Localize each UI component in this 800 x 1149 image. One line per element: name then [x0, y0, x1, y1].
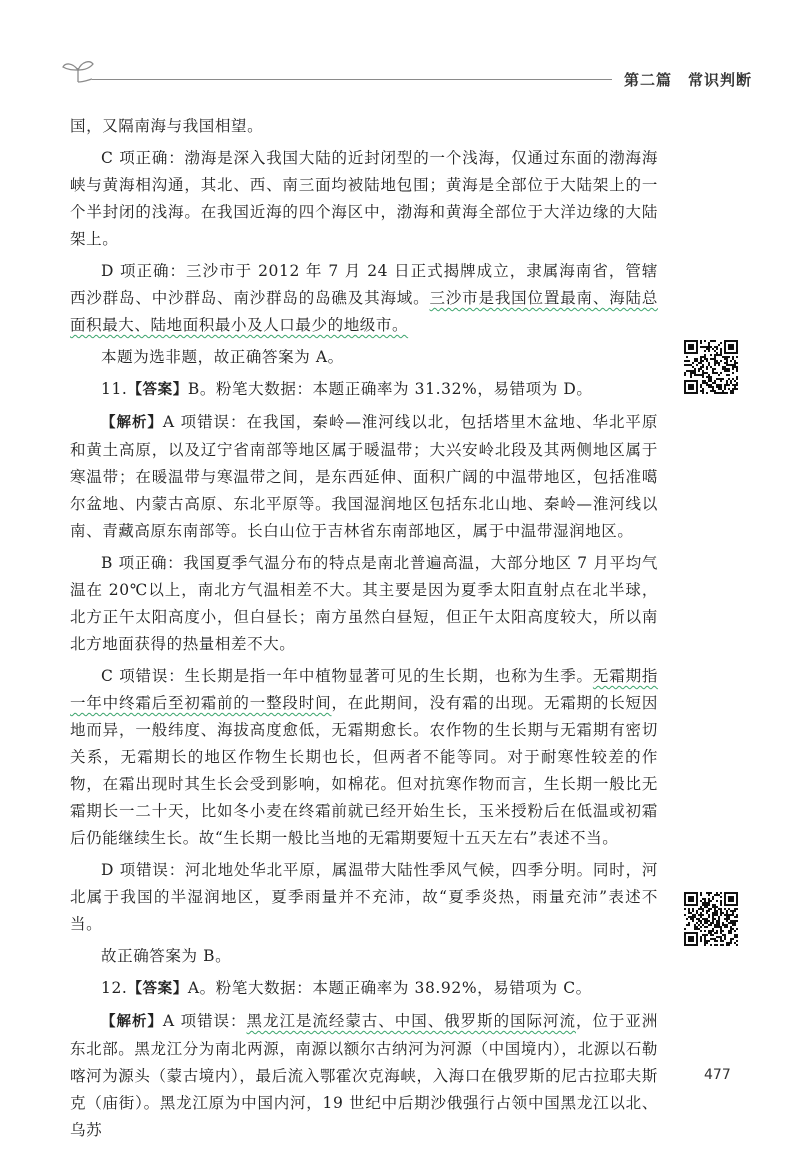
- text-segment: ，在此期间，没有霜的出现。无霜期的长短因地而异，一般纬度、海拔高度愈低，无霜期愈长。农作物的生长期与无霜期有密切关系，无霜期长的地区作物生长期也长，但两者不能等同。对于耐寒性较差的作物，在霜出现时其生长会受到影响，如棉花。但对抗寒作物而言，生长期一般比无霜期长一二十天，比如冬小麦在终霜前就已经开始生长，玉米授粉后在低温或初霜后仍能继续生长。故“生长期一般比当地的无霜期要短十五天左右”表述不当。: [70, 694, 658, 847]
- paragraph: [70, 663, 658, 852]
- text-segment: 国，又隔南海与我国相望。: [70, 117, 264, 135]
- paragraph: [70, 943, 658, 970]
- label-bracket: 【答案】: [127, 382, 188, 398]
- paragraph: [70, 975, 658, 1003]
- article-body: [70, 113, 658, 1149]
- header-rule: [92, 79, 612, 80]
- paragraph: [70, 344, 658, 371]
- highlighted-text: 黑龙江是流经蒙古、中国、俄罗斯的国际河流: [246, 1012, 576, 1030]
- page-number: 477: [704, 1067, 731, 1083]
- text-segment: B 项正确：我国夏季气温分布的特点是南北普遍高温，大部分地区 7 月平均气温在 20℃以上，南北方气温相差不大。其主要是因为夏季太阳直射点在北半球，北方正午太阳高度小，但白昼长；南方虽然白昼短，但正午太阳高度较大，所以南北方地面获得的热量相差不大。: [70, 554, 658, 653]
- sprout-icon: [60, 58, 96, 84]
- text-segment: C 项正确：渤海是深入我国大陆的近封闭型的一个浅海，仅通过东面的渤海海峡与黄海相沟通，其北、西、南三面均被陆地包围；黄海是全部位于大陆架上的一个半封闭的浅海。在我国近海的四个海区中，渤海和黄海全部位于大洋边缘的大陆架上。: [70, 149, 658, 248]
- text-segment: B。粉笔大数据：本题正确率为 31.32%，易错项为 D。: [187, 380, 593, 398]
- text-segment: 11.: [101, 380, 128, 398]
- paragraph: [70, 258, 658, 339]
- highlighted-text: 三沙市是我国位置最南、海陆总面积最大、陆地面积最小及人口最少的地级市。: [70, 289, 659, 334]
- text-segment: A 项错误：: [162, 1012, 247, 1030]
- section-title: 第二篇 常识判断: [624, 71, 753, 89]
- text-segment: D 项错误：河北地处华北平原，属温带大陆性季风气候，四季分明。同时，河北属于我国的半湿润地区，夏季雨量并不充沛，故“夏季炎热，雨量充沛”表述不当。: [70, 861, 658, 933]
- paragraph: [70, 857, 658, 938]
- qr-code-icon[interactable]: [684, 892, 738, 946]
- text-segment: 12.: [101, 979, 128, 997]
- paragraph: [70, 409, 658, 545]
- text-segment: A。粉笔大数据：本题正确率为 38.92%，易错项为 C。: [187, 979, 592, 997]
- qr-code-icon[interactable]: [684, 340, 738, 394]
- text-segment: C 项错误：生长期是指一年中植物显著可见的生长期，也称为生季。: [101, 667, 593, 685]
- text-segment: 故正确答案为 B。: [101, 947, 232, 965]
- label-bracket: 【解析】: [101, 1014, 163, 1030]
- label-bracket: 【解析】: [101, 415, 163, 431]
- text-segment: ，位于亚洲东北部。黑龙江分为南北两源，南源以额尔古纳河为河源（中国境内），北源以石勒喀河为源头（蒙古境内），最后流入鄂霍次克海峡，入海口在俄罗斯的尼古拉耶夫斯克（庙街）。黑龙江原为中国内河，19 世纪中后期沙俄强行占领中国黑龙江以北、乌苏: [70, 1012, 658, 1139]
- text-segment: A 项错误：在我国，秦岭—淮河线以北，包括塔里木盆地、华北平原和黄土高原，以及辽宁省南部等地区属于暖温带；大兴安岭北段及其两侧地区属于寒温带；在暖温带与寒温带之间，是东西延伸、面积广阔的中温带地区，包括准噶尔盆地、内蒙古高原、东北平原等。我国湿润地区包括东北山地、秦岭—淮河线以南、青藏高原东南部等。长白山位于吉林省东南部地区，属于中温带湿润地区。: [70, 413, 658, 540]
- highlighted-text: 无霜期指一年中终霜后至初霜前的一整段时间: [70, 667, 659, 712]
- text-segment: 本题为选非题，故正确答案为 A。: [101, 348, 344, 366]
- paragraph: [70, 145, 658, 253]
- paragraph: [70, 550, 658, 658]
- paragraph: [70, 113, 658, 140]
- paragraph: [70, 376, 658, 404]
- label-bracket: 【答案】: [127, 981, 188, 997]
- text-segment: D 项正确：三沙市于 2012 年 7 月 24 日正式揭牌成立，隶属海南省，管辖西沙群岛、中沙群岛、南沙群岛的岛礁及其海域。: [70, 262, 658, 307]
